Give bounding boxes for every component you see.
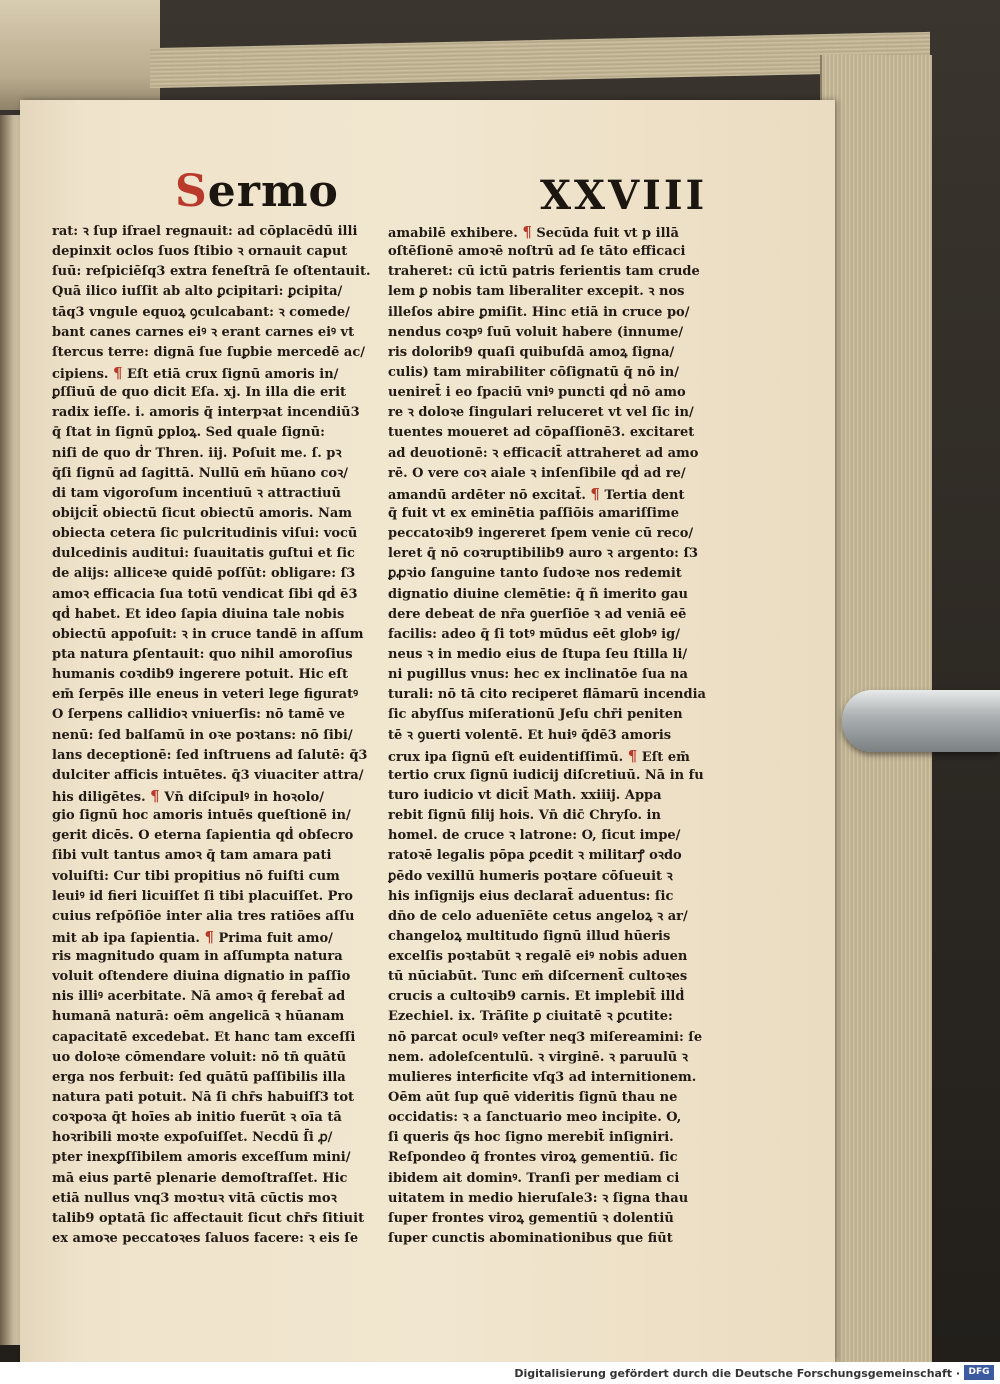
text-line: rat: ꝛ ſup iſrael regnauit: ad cōplacēdū illi	[52, 224, 358, 239]
text-line: re ꝛ doloꝛe ſingulari reluceret vt vel ſic in/	[388, 405, 694, 421]
rubric-pilcrow: ¶	[204, 927, 214, 946]
text-line: ris magnitudo quam in aſſumpta natura	[52, 949, 343, 965]
rubric-pilcrow: ¶	[627, 746, 638, 765]
text-line: nenū: ſed balſamū in oꝛe poꝛtans: nō ſibi/	[52, 727, 353, 743]
text-line: ris dolorib9 quaſi quibuſdā amoꝝ ſigna/	[388, 344, 675, 360]
text-line: dignatio diuine clemētie: q̄ ñ imerito gau	[388, 586, 689, 602]
right-text-column	[388, 222, 713, 1249]
text-line: ſuū: reſpiciēſq3 extra feneſtrā ſe oſtentauit.	[52, 264, 371, 280]
text-line: peccatoꝛib9 ingereret ſpem venie cū reco/	[388, 526, 694, 542]
text-line: voluit oſtendere diuina dignatio in paſſio	[52, 969, 351, 985]
text-line: culis) tam mirabiliter cōſignatū q̄ nō in/	[388, 364, 679, 380]
text-line: mit ab ipa ſapientia. ¶ Prima fuit amo/	[52, 927, 333, 946]
text-line: Ezechiel. ix. Trāſite ꝑ ciuitatē ꝛ ꝑcutite:	[388, 1009, 673, 1025]
dfg-logo: DFG	[964, 1365, 994, 1380]
text-line: q̄ſi ſignū ad ſagittā. Nullū em̄ hūano coꝛ/	[52, 465, 348, 481]
text-line: nō parcat oculꝰ veſter neq3 miſereamini: ſe	[388, 1029, 703, 1045]
text-line: O ſerpens callidioꝛ vniuerſis: nō tamē ve	[52, 707, 345, 723]
text-line: ſuper frontes viroꝝ gementiū ꝛ dolentiū	[388, 1210, 674, 1226]
text-line: tāq3 vngule equoꝝ ꝯculcabant: ꝛ comede/	[52, 304, 350, 320]
text-line: ad deuotionē: ꝛ efficacit̄ attraheret ad amo	[388, 445, 699, 461]
text-line: amoꝛ efficacia ſua totū vendicat ſibi qḋ ē3	[52, 586, 358, 602]
text-line: ꝑēdo vexillū humeris poꝛtare cōſueuit ꝛ	[388, 868, 673, 884]
text-line: traheret: cū ictū patris ferientis tam crude	[388, 264, 700, 280]
text-line: tū nūciabūt. Tunc em̄ diſcernent̄ cultoꝛes	[388, 969, 688, 985]
text-line: amabilē exhibere. ¶ Secūda fuit vt p illā	[388, 223, 679, 241]
text-line: natura pati potuit. Nā ſi chr̄s habuiſſ3 tot	[52, 1090, 355, 1106]
text-line: dere debeat de nr̄a ꝯuerſiōe ꝛ ad veniā eē	[388, 606, 687, 622]
text-line: oſtēſionē amoꝛē noſtrū ad ſe tāto efficaci	[388, 244, 686, 260]
text-line: radix ieſſe. i. amoris q̄ interpꝛat incendiū3	[52, 405, 360, 421]
text-line: em̄ ſerpēs ille eneus in veteri lege figuratꝰ	[52, 687, 359, 703]
text-line: mulieres interficite vſq3 ad internitionem.	[388, 1069, 697, 1085]
text-line: crux ipa ſignū eſt euidentiſſimū. ¶ Eſt em̄	[388, 746, 690, 765]
text-line: humanis coꝛdib9 ingerere potuit. Hic eſt	[52, 667, 349, 683]
text-line: coꝛpoꝛa q̄t hoīes ab initio fuerūt ꝛ oīa tā	[52, 1110, 342, 1126]
text-line: tertio crux ſignū iudicij diſcretiuū. Nā in fu	[388, 767, 704, 783]
text-line: obijcit̄ obiectū ſicut obiectū amoris. Nam	[52, 505, 353, 521]
text-line: obiecta cetera ſic pulcritudinis viſui: vocū	[52, 526, 358, 542]
running-head-initial: S	[175, 166, 208, 217]
text-line: amandū ardēter nō excitat̄. ¶ Tertia dent	[388, 484, 685, 503]
text-line: ueniret̄ i eo ſpaciū vniꝰ puncti qḋ nō amo	[388, 385, 686, 401]
text-line: obiectū appoſuit: ꝛ in cruce tandē in aſſum	[52, 626, 364, 642]
text-line: etiā nullus vnq3 moꝛtuꝛ vitā cūctis moꝛ	[52, 1190, 337, 1206]
text-line: ſi queris q̄s hoc ſigno merebit̄ inſigniri.	[388, 1130, 674, 1146]
text-line: occidatis: ꝛ a ſanctuario meo incipite. O,	[388, 1110, 682, 1126]
text-line: ibidem ait dominꝰ. Tranſi per mediam ci	[388, 1170, 680, 1186]
text-line: voluiſti: Cur tibi propitius nō fuiſti cum	[52, 868, 340, 884]
rubric-pilcrow: ¶	[590, 484, 600, 503]
text-line: di tam vigoroſum incentiuū ꝛ attractiuū	[52, 485, 341, 501]
text-line: cuius reſpōſiōe inter alia tres ratiōes aſſu	[52, 908, 355, 924]
text-line: nem. adoleſcentulū. ꝛ virginē. ꝛ paruulū ꝛ	[388, 1049, 688, 1065]
text-line: ꝑꝓꝛio ſanguine tanto ſudoꝛe nos redemit	[388, 566, 682, 582]
text-line: cipiens. ¶ Eſt etiā crux ſignū amoris in/	[52, 363, 339, 382]
text-line: leret q̄ nō coꝛruptibilib9 auro ꝛ argento: ſ3	[388, 546, 699, 562]
text-line: q̄ fuit vt ex eminētia paſſiōis amariſſime	[388, 505, 679, 521]
text-line: bant canes carnes eiꝰ ꝛ erant carnes eiꝰ vt	[52, 324, 355, 340]
text-line: facilis: adeo q̄ ſi totꝰ mūdus eēt globꝰ ig/	[388, 626, 680, 642]
text-line: nis illiꝰ acerbitate. Nā amoꝛ q̄ ferebat̄ ad	[52, 989, 346, 1005]
footer-bar	[0, 1362, 1000, 1384]
text-line: nendus coꝛpꝰ ſuū voluit habere (innume/	[388, 324, 684, 340]
text-line: hoꝛribili moꝛte expoſuiſſet. Necdū ſ̄i ꝓ/	[52, 1130, 333, 1146]
text-line: rebit ſignū filij hois. Vn̄ dic̄ Chryſo. in	[388, 808, 661, 824]
text-line: ſibi vult tantus amoꝛ q̄ tam amara pati	[52, 848, 332, 864]
text-line: erga nos ferbuit: ſed quātū paſſibilis illa	[52, 1069, 346, 1085]
text-line: dulciter afficis intuētes. q̄3 viuaciter attra/	[52, 767, 364, 783]
text-line: dulcedinis auditui: ſuauitatis guſtui et ſic	[52, 546, 355, 562]
text-line: lans deceptionē: ſed inſtruens ad ſalutē: q̄3	[52, 747, 368, 763]
text-line: crucis a cultoꝛib9 carnis. Et implebit̄ illḋ	[388, 989, 685, 1005]
text-line: ni pugillus vnus: hec ex inclinatōe ſua na	[388, 667, 688, 683]
rubric-pilcrow: ¶	[522, 223, 532, 241]
text-line: turo iudicio vt dicit̄ Math. xxiiij. Appa	[388, 787, 662, 803]
rubric-pilcrow: ¶	[112, 363, 123, 382]
text-line: Oēm aūt ſup quē videritis ſignū thau ne	[388, 1090, 678, 1106]
text-line: rē. O vere coꝛ aiale ꝛ inſenſibile qḋ ad re/	[388, 465, 686, 481]
text-line: Reſpondeo q̄ frontes viroꝝ gementiū. ſic	[388, 1150, 678, 1166]
text-line: q̄ ſtat in ſignū ꝑploꝝ. Sed quale ſignū:	[52, 425, 325, 441]
text-line: changeloꝝ multitudo ſignū illud hūeris	[388, 928, 671, 944]
text-line: mā eius partē plenarie demoſtraſſet. Hic	[52, 1170, 348, 1186]
text-line: neus ꝛ in medio eius de ſtupa ſeu ſtilla li/	[388, 646, 688, 662]
text-line: Quā ilico iuſſit ab alto ꝑcipitari: ꝑcipita/	[52, 284, 343, 300]
text-line: ſic abyſſus miſerationū Jeſu chr̄i peniten	[388, 707, 683, 723]
book-spine-headband	[0, 0, 160, 110]
text-line: pta natura ꝑſentauit: quo nihil amoroſius	[52, 646, 353, 662]
text-line: leuiꝰ id fieri licuiſſet ſi tibi placuiſſet. Pro	[52, 888, 353, 904]
text-line: ratoꝛē legalis pōpa ꝑcedit ꝛ militarꝭ oꝛdo	[388, 848, 682, 864]
text-line: tuentes moueret ad cōpaſſionē3. excitaret	[388, 425, 695, 441]
folio-number: XXVIII	[540, 172, 708, 219]
left-text-column	[52, 222, 382, 1249]
text-line: uo doloꝛe cōmendare voluit: nō tn̄ quātū	[52, 1049, 347, 1065]
text-line: ꝑſſiuū de quo dicit Eſa. xj. In illa die erit	[52, 385, 347, 401]
text-line: talib9 optatā ſic affectauit ſicut chr̄s ſitiuit	[52, 1210, 365, 1226]
text-line: his diligētes. ¶ Vn̄ diſcipulꝰ in hoꝛolo/	[52, 786, 324, 805]
text-line: homel. de cruce ꝛ latrone: O, ſicut impe/	[388, 828, 681, 844]
text-line: turali: nō tā cito reciperet flāmarū incendia	[388, 687, 706, 703]
text-line: lem ꝑ nobis tam liberaliter excepit. ꝛ nos	[388, 284, 685, 300]
text-line: humanā naturā: oēm angelicā ꝛ hūanam	[52, 1009, 345, 1025]
text-line: illeſos abire ꝑmiſit. Hinc etiā in cruce po/	[388, 304, 690, 320]
page-clamp-clip	[842, 690, 1000, 752]
text-line: ſtercus terre: dignā ſue ſuꝑbie mercedē ac/	[52, 344, 366, 360]
running-head-text: ermo	[207, 166, 339, 217]
text-line: dn̄o de celo aduenīēte cetus angeloꝝ ꝛ ar/	[388, 908, 688, 924]
text-line: gio ſignū hoc amoris intuēs queſtionē in/	[52, 808, 351, 824]
text-line: de alijs: alliceꝛe quidē poſſūt: obligare: ſ3	[52, 566, 356, 582]
text-line: gerit dicēs. O eterna ſapientia qḋ obſecro	[52, 828, 354, 844]
text-line: capacitatē excedebat. Et hanc tam exceſſi	[52, 1029, 356, 1045]
text-line: ſuper cunctis abominationibus que fiūt	[388, 1231, 673, 1247]
text-line: his inſignijs eius declarat̄ aduentus: ſic	[388, 888, 674, 904]
text-line: qḋ habet. Et ideo ſapia diuina tale nobis	[52, 606, 345, 622]
text-line: pter inexꝑſſibilem amoris exceſſum mini/	[52, 1150, 351, 1166]
text-line: uitatem in medio hieruſale3: ꝛ ſigna thau	[388, 1190, 689, 1206]
rubric-pilcrow: ¶	[150, 786, 160, 805]
text-line: niſi de quo ḋr Thren. iij. Poſuit me. ſ. pꝛ	[52, 445, 342, 461]
text-line: tē ꝛ ꝯuerti volentē. Et huiꝰ q̄dē3 amoris	[388, 727, 672, 743]
funding-credit: Digitalisierung gefördert durch die Deutsche Forschungsgemeinschaft ·	[514, 1367, 960, 1380]
running-head	[175, 166, 339, 217]
text-line: excelſis poꝛtabūt ꝛ regalē eiꝰ nobis aduen	[388, 949, 688, 965]
text-line: depinxit oclos ſuos ſtibio ꝛ ornauit caput	[52, 244, 348, 260]
text-line: ex amoꝛe peccatoꝛes ſaluos facere: ꝛ eis ſe	[52, 1231, 359, 1247]
